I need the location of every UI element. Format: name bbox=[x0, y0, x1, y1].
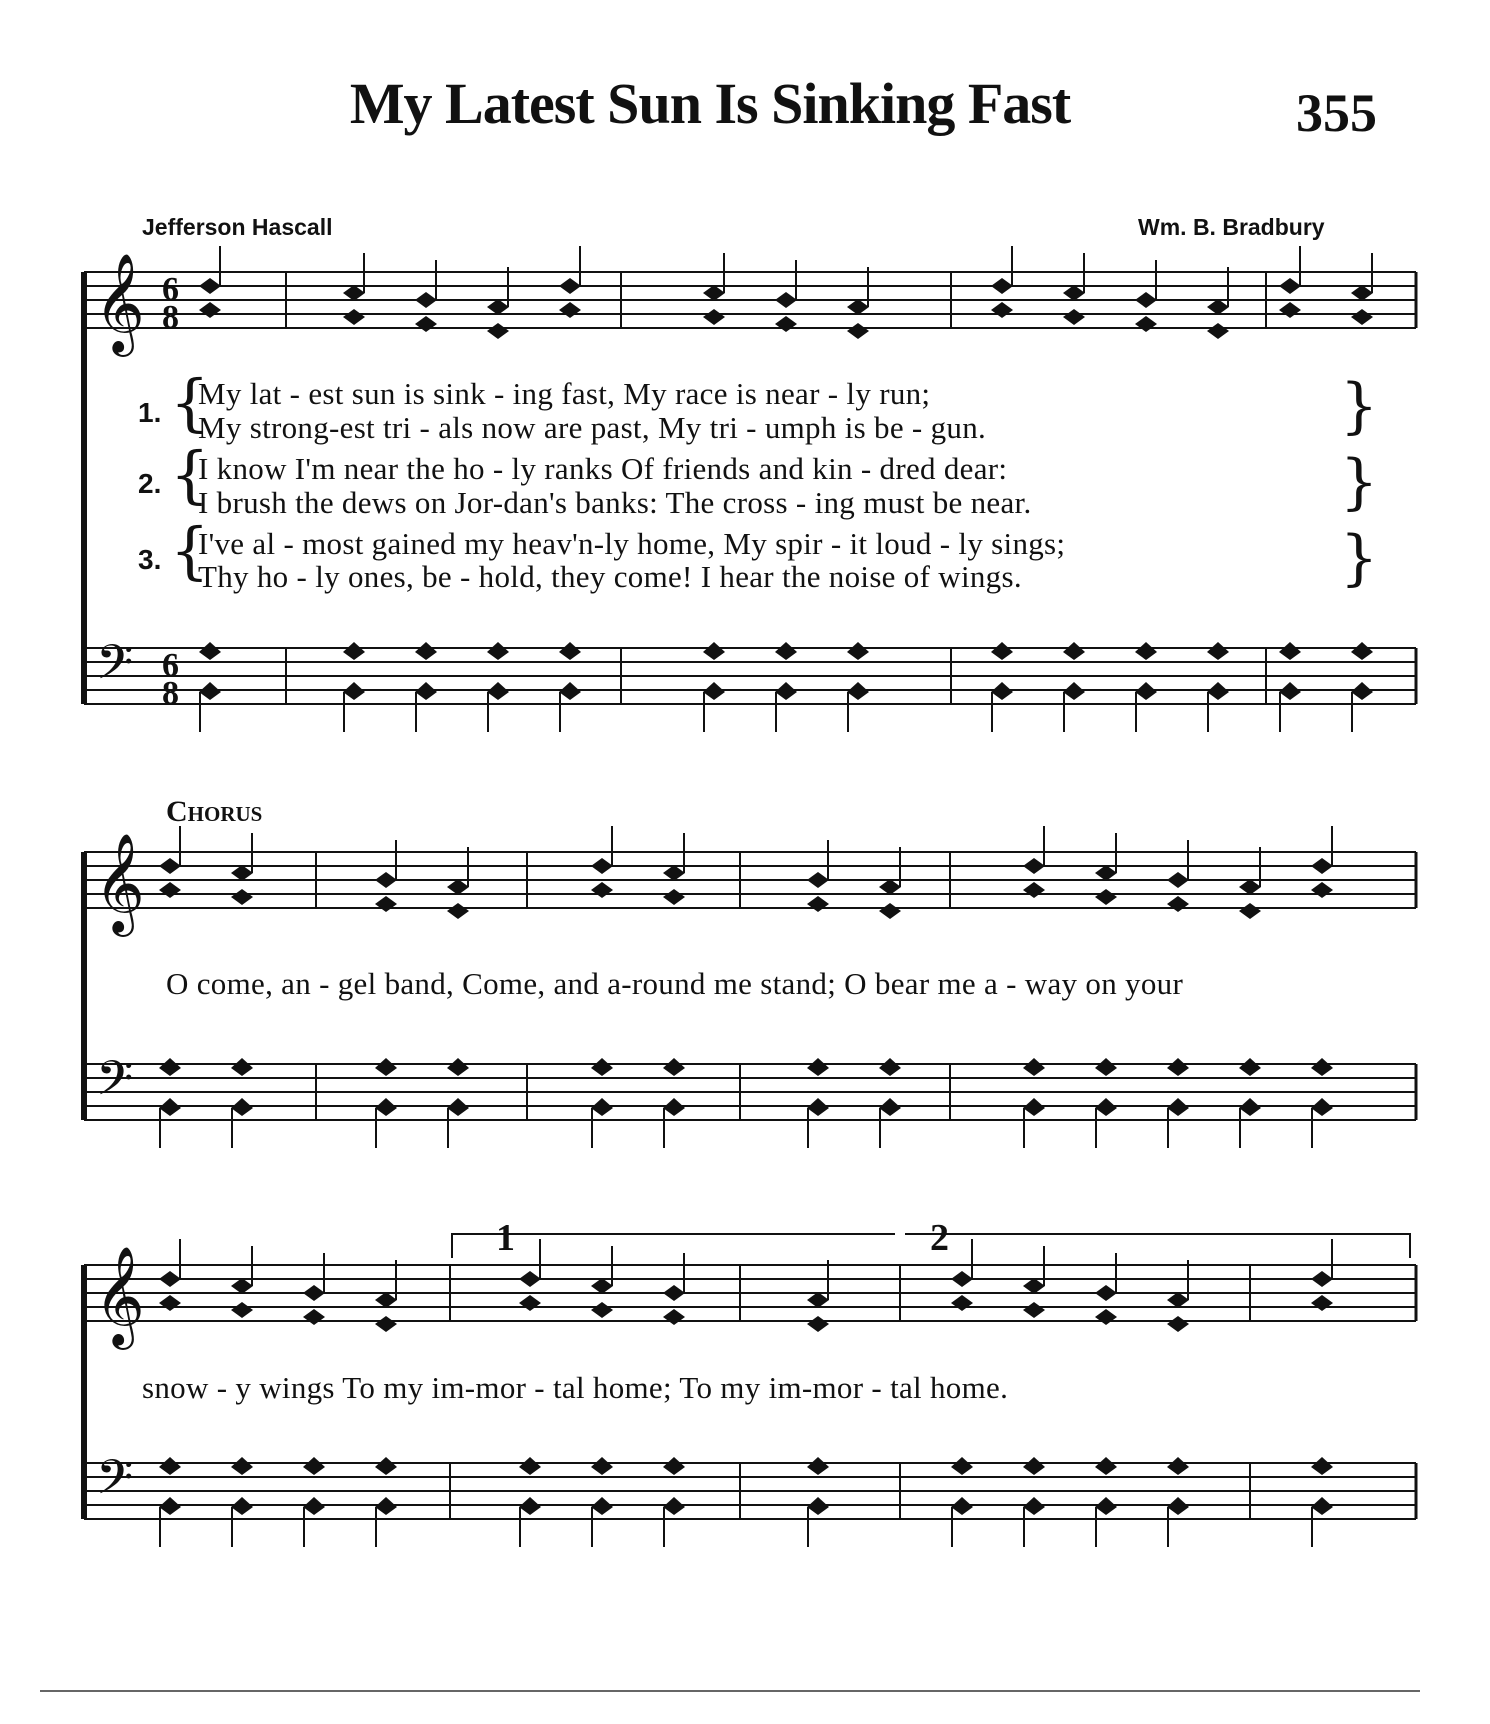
note-head bbox=[199, 302, 221, 318]
verse-2-line-2: I brush the dews on Jor-dan's banks: The cross - ing must be near. bbox=[198, 485, 1032, 520]
note-head bbox=[1239, 1058, 1261, 1076]
note-head bbox=[663, 1058, 685, 1076]
note-head bbox=[951, 1295, 973, 1311]
note-head bbox=[1351, 642, 1373, 660]
verse-1-brace: { bbox=[170, 366, 210, 439]
note-head bbox=[231, 1278, 253, 1294]
treble-clef-icon: 𝄞 bbox=[94, 1246, 145, 1346]
note-head bbox=[1279, 302, 1301, 318]
note-head bbox=[303, 1497, 325, 1515]
verse-3-number: 3. bbox=[138, 544, 162, 575]
note-head bbox=[1167, 1058, 1189, 1076]
note-head bbox=[343, 682, 365, 700]
note-head bbox=[1351, 285, 1373, 301]
note-head bbox=[375, 1316, 397, 1332]
lyricist-credit: Jefferson Hascall bbox=[142, 214, 333, 240]
note-head bbox=[487, 323, 509, 339]
verse-2-right-brace: } bbox=[1340, 447, 1379, 517]
note-head bbox=[343, 642, 365, 660]
second-ending-number: 2 bbox=[930, 1217, 949, 1259]
note-head bbox=[1023, 1497, 1045, 1515]
chorus-line-2: snow - y wings To my im-mor - tal home; To my im-mor - tal home. bbox=[142, 1370, 1009, 1405]
note-head bbox=[375, 1292, 397, 1308]
note-head bbox=[1023, 882, 1045, 898]
note-head bbox=[1351, 682, 1373, 700]
note-head bbox=[879, 879, 901, 895]
note-head bbox=[1167, 872, 1189, 888]
note-head bbox=[775, 642, 797, 660]
note-head bbox=[159, 1295, 181, 1311]
note-head bbox=[199, 682, 221, 700]
verse-1-line-1: My lat - est sun is sink - ing fast, My race is near - ly run; bbox=[198, 376, 931, 411]
note-head bbox=[1095, 1457, 1117, 1475]
note-head bbox=[231, 865, 253, 881]
chorus-line-1: O come, an - gel band, Come, and a-round me stand; O bear me a - way on your bbox=[166, 966, 1184, 1001]
note-head bbox=[447, 1058, 469, 1076]
note-head bbox=[1311, 1497, 1333, 1515]
note-head bbox=[343, 285, 365, 301]
note-head bbox=[1207, 642, 1229, 660]
note-head bbox=[231, 1302, 253, 1318]
note-head bbox=[1023, 1098, 1045, 1116]
note-head bbox=[447, 879, 469, 895]
note-head bbox=[415, 642, 437, 660]
note-head bbox=[1167, 1457, 1189, 1475]
note-head bbox=[663, 1497, 685, 1515]
bass-clef-icon: 𝄢 bbox=[96, 1449, 134, 1517]
note-head bbox=[375, 896, 397, 912]
note-head bbox=[591, 1497, 613, 1515]
note-head bbox=[1239, 879, 1261, 895]
note-head bbox=[487, 642, 509, 660]
chorus-label: Chorus bbox=[166, 795, 263, 828]
note-head bbox=[415, 316, 437, 332]
note-head bbox=[591, 882, 613, 898]
note-head bbox=[231, 1457, 253, 1475]
note-head bbox=[991, 302, 1013, 318]
note-head bbox=[1135, 642, 1157, 660]
treble-time-bottom: 8 bbox=[162, 299, 179, 336]
note-head bbox=[991, 278, 1013, 294]
bottom-rule bbox=[40, 1690, 1420, 1692]
note-head bbox=[231, 1058, 253, 1076]
note-head bbox=[415, 682, 437, 700]
note-head bbox=[375, 872, 397, 888]
note-head bbox=[1063, 642, 1085, 660]
note-head bbox=[775, 292, 797, 308]
note-head bbox=[591, 858, 613, 874]
note-head bbox=[879, 1058, 901, 1076]
note-head bbox=[807, 896, 829, 912]
note-head bbox=[1311, 1295, 1333, 1311]
note-head bbox=[1135, 682, 1157, 700]
note-head bbox=[663, 1098, 685, 1116]
note-head bbox=[1311, 1058, 1333, 1076]
note-head bbox=[1207, 323, 1229, 339]
note-head bbox=[663, 1309, 685, 1325]
verse-3-brace: { bbox=[170, 514, 210, 587]
note-head bbox=[1311, 1457, 1333, 1475]
note-head bbox=[519, 1497, 541, 1515]
note-head bbox=[303, 1457, 325, 1475]
treble-clef-icon: 𝄞 bbox=[94, 253, 145, 353]
composer-credit: Wm. B. Bradbury bbox=[1138, 214, 1325, 240]
note-head bbox=[415, 292, 437, 308]
note-head bbox=[1023, 1278, 1045, 1294]
first-ending-number: 1 bbox=[496, 1217, 515, 1259]
note-head bbox=[951, 1497, 973, 1515]
note-head bbox=[1167, 1316, 1189, 1332]
first-ending-bracket bbox=[452, 1234, 895, 1258]
note-head bbox=[375, 1457, 397, 1475]
bass-clef-icon: 𝄢 bbox=[96, 634, 134, 702]
note-head bbox=[487, 682, 509, 700]
bass-time-bottom: 8 bbox=[162, 675, 179, 712]
note-head bbox=[231, 1497, 253, 1515]
note-head bbox=[703, 285, 725, 301]
note-head bbox=[559, 642, 581, 660]
treble-clef-icon: 𝄞 bbox=[94, 833, 145, 933]
note-head bbox=[1207, 682, 1229, 700]
note-head bbox=[1311, 858, 1333, 874]
note-head bbox=[375, 1497, 397, 1515]
note-head bbox=[231, 889, 253, 905]
note-head bbox=[375, 1098, 397, 1116]
note-head bbox=[159, 1271, 181, 1287]
note-head bbox=[1351, 309, 1373, 325]
note-head bbox=[703, 642, 725, 660]
note-head bbox=[1095, 1497, 1117, 1515]
note-head bbox=[1167, 1098, 1189, 1116]
second-ending-bracket bbox=[905, 1234, 1410, 1258]
note-head bbox=[951, 1271, 973, 1287]
note-head bbox=[1279, 682, 1301, 700]
note-head bbox=[159, 858, 181, 874]
note-head bbox=[663, 889, 685, 905]
verse-3-line-1: I've al - most gained my heav'n-ly home, My spir - it loud - ly sings; bbox=[198, 526, 1066, 561]
note-head bbox=[991, 682, 1013, 700]
note-head bbox=[807, 1457, 829, 1475]
bass-time-top: 6 bbox=[162, 647, 179, 684]
note-head bbox=[1239, 903, 1261, 919]
note-head bbox=[775, 682, 797, 700]
note-head bbox=[159, 1497, 181, 1515]
note-head bbox=[303, 1309, 325, 1325]
note-head bbox=[199, 278, 221, 294]
note-head bbox=[1207, 299, 1229, 315]
note-head bbox=[879, 903, 901, 919]
note-head bbox=[559, 682, 581, 700]
note-head bbox=[1311, 882, 1333, 898]
note-head bbox=[519, 1271, 541, 1287]
verse-2-line-1: I know I'm near the ho - ly ranks Of friends and kin - dred dear: bbox=[198, 451, 1008, 486]
hymn-title: My Latest Sun Is Sinking Fast bbox=[349, 71, 1071, 136]
note-head bbox=[663, 865, 685, 881]
verse-1-line-2: My strong-est tri - als now are past, My tri - umph is be - gun. bbox=[198, 410, 987, 445]
hymn-number: 355 bbox=[1296, 83, 1377, 143]
note-head bbox=[775, 316, 797, 332]
note-head bbox=[1095, 1058, 1117, 1076]
note-head bbox=[1135, 316, 1157, 332]
note-head bbox=[1311, 1271, 1333, 1287]
note-head bbox=[487, 299, 509, 315]
note-head bbox=[591, 1278, 613, 1294]
note-head bbox=[1239, 1098, 1261, 1116]
note-head bbox=[807, 1098, 829, 1116]
note-head bbox=[847, 323, 869, 339]
note-head bbox=[807, 1497, 829, 1515]
note-head bbox=[519, 1295, 541, 1311]
note-head bbox=[1311, 1098, 1333, 1116]
note-head bbox=[447, 903, 469, 919]
note-head bbox=[807, 1316, 829, 1332]
note-head bbox=[1095, 865, 1117, 881]
note-head bbox=[1167, 1292, 1189, 1308]
note-head bbox=[559, 302, 581, 318]
note-head bbox=[663, 1285, 685, 1301]
note-head bbox=[991, 642, 1013, 660]
note-head bbox=[1095, 1098, 1117, 1116]
note-head bbox=[159, 1058, 181, 1076]
note-head bbox=[847, 299, 869, 315]
note-head bbox=[1063, 285, 1085, 301]
verse-1-right-brace: } bbox=[1340, 371, 1379, 441]
note-head bbox=[1167, 896, 1189, 912]
note-head bbox=[375, 1058, 397, 1076]
note-head bbox=[519, 1457, 541, 1475]
note-head bbox=[1023, 1058, 1045, 1076]
note-head bbox=[559, 278, 581, 294]
verse-1-number: 1. bbox=[138, 397, 162, 428]
note-head bbox=[703, 682, 725, 700]
note-head bbox=[703, 309, 725, 325]
note-head bbox=[1135, 292, 1157, 308]
note-head bbox=[1279, 642, 1301, 660]
note-head bbox=[807, 1292, 829, 1308]
verse-2-brace: { bbox=[170, 438, 210, 511]
note-head bbox=[343, 309, 365, 325]
note-head bbox=[591, 1302, 613, 1318]
note-head bbox=[591, 1058, 613, 1076]
note-head bbox=[951, 1457, 973, 1475]
bass-clef-icon: 𝄢 bbox=[96, 1050, 134, 1118]
note-head bbox=[1063, 682, 1085, 700]
treble-time-top: 6 bbox=[162, 271, 179, 308]
note-head bbox=[159, 882, 181, 898]
note-head bbox=[1095, 1285, 1117, 1301]
note-head bbox=[1095, 889, 1117, 905]
note-head bbox=[1279, 278, 1301, 294]
note-head bbox=[591, 1098, 613, 1116]
note-head bbox=[1167, 1497, 1189, 1515]
verse-2-number: 2. bbox=[138, 468, 162, 499]
note-head bbox=[663, 1457, 685, 1475]
note-head bbox=[1023, 1302, 1045, 1318]
note-head bbox=[591, 1457, 613, 1475]
note-head bbox=[303, 1285, 325, 1301]
verse-3-line-2: Thy ho - ly ones, be - hold, they come! I hear the noise of wings. bbox=[198, 559, 1022, 594]
note-head bbox=[847, 642, 869, 660]
note-head bbox=[807, 1058, 829, 1076]
note-head bbox=[1063, 309, 1085, 325]
note-head bbox=[231, 1098, 253, 1116]
note-head bbox=[1095, 1309, 1117, 1325]
note-head bbox=[807, 872, 829, 888]
note-head bbox=[199, 642, 221, 660]
note-head bbox=[159, 1098, 181, 1116]
note-head bbox=[447, 1098, 469, 1116]
note-head bbox=[1023, 1457, 1045, 1475]
note-head bbox=[1023, 858, 1045, 874]
note-head bbox=[879, 1098, 901, 1116]
note-head bbox=[159, 1457, 181, 1475]
verse-3-right-brace: } bbox=[1340, 523, 1379, 593]
note-head bbox=[847, 682, 869, 700]
